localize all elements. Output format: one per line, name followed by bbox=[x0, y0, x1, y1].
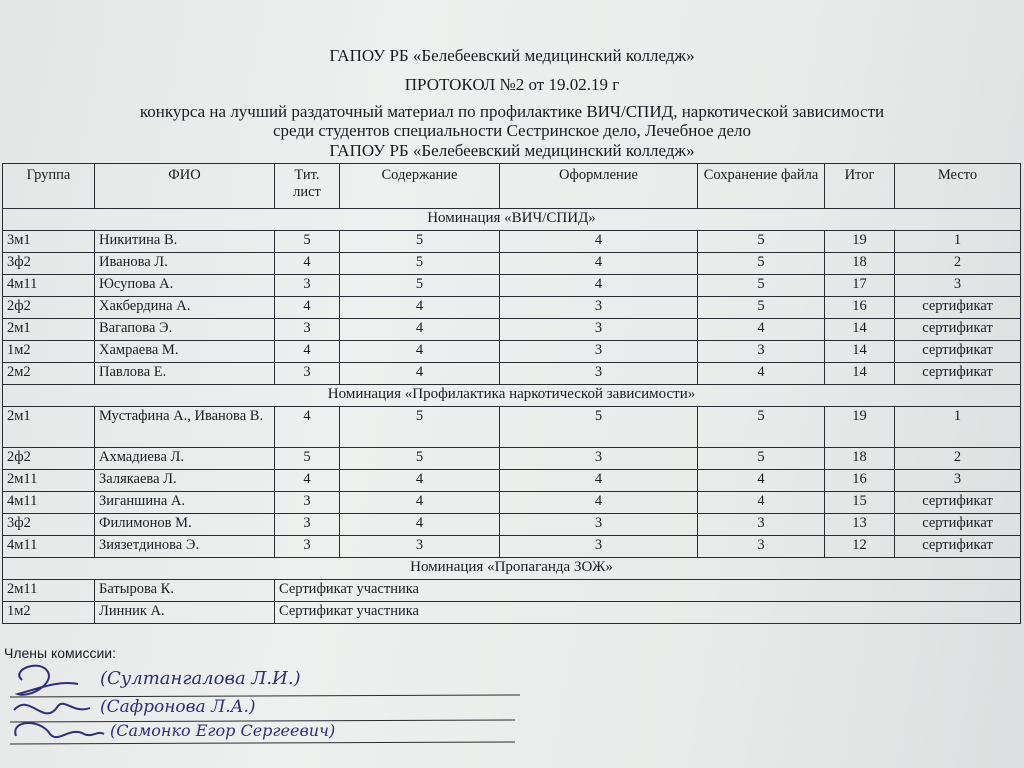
cell-place: сертификат bbox=[895, 363, 1021, 385]
cell-name: Зиязетдинова Э. bbox=[95, 536, 275, 558]
cell-title-page: 3 bbox=[275, 536, 340, 558]
cell-design: 4 bbox=[500, 470, 698, 492]
table-row bbox=[3, 536, 1021, 558]
table-row bbox=[3, 231, 1021, 253]
cell-content: 5 bbox=[340, 253, 500, 275]
table-row bbox=[3, 297, 1021, 319]
col-header-name: ФИО bbox=[95, 164, 275, 209]
table-row bbox=[3, 407, 1021, 448]
results-table bbox=[2, 163, 1021, 624]
cell-title-page: 5 bbox=[275, 448, 340, 470]
cell-total: 18 bbox=[825, 253, 895, 275]
table-row bbox=[3, 253, 1021, 275]
cell-name: Линник А. bbox=[95, 602, 275, 624]
cell-content: 4 bbox=[340, 297, 500, 319]
cell-design: 3 bbox=[500, 363, 698, 385]
cell-name: Хамраева М. bbox=[95, 341, 275, 363]
cell-place: сертификат bbox=[895, 514, 1021, 536]
signature-2 bbox=[10, 697, 515, 722]
cell-title-page: 4 bbox=[275, 407, 340, 448]
cell-file-saving: 5 bbox=[698, 407, 825, 448]
cell-title-page: 4 bbox=[275, 253, 340, 275]
cell-title-page: 4 bbox=[275, 341, 340, 363]
cell-group: 4м11 bbox=[3, 492, 95, 514]
cell-design: 4 bbox=[500, 492, 698, 514]
cell-total: 12 bbox=[825, 536, 895, 558]
col-header-place: Место bbox=[895, 164, 1021, 209]
cell-name: Зиганшина А. bbox=[95, 492, 275, 514]
cell-group: 3ф2 bbox=[3, 253, 95, 275]
signature-1-name: (Султангалова Л.И.) bbox=[100, 668, 301, 689]
contest-description: конкурса на лучший раздаточный материал по профилактике ВИЧ/СПИД, наркотической зависимости bbox=[139, 102, 885, 121]
cell-note: Сертификат участника bbox=[275, 580, 1021, 602]
nomination-row bbox=[3, 209, 1021, 231]
cell-design: 4 bbox=[500, 253, 698, 275]
cell-design: 4 bbox=[500, 275, 698, 297]
cell-content: 4 bbox=[340, 341, 500, 363]
col-header-design: Оформление bbox=[500, 164, 698, 209]
table-header-row bbox=[3, 164, 1021, 209]
cell-content: 5 bbox=[340, 448, 500, 470]
cell-file-saving: 5 bbox=[698, 231, 825, 253]
signature-1 bbox=[10, 666, 520, 697]
cell-content: 4 bbox=[340, 363, 500, 385]
cell-place: сертификат bbox=[895, 319, 1021, 341]
cell-title-page: 4 bbox=[275, 297, 340, 319]
cell-content: 3 bbox=[340, 536, 500, 558]
protocol-title: ПРОТОКОЛ №2 от 19.02.19 г bbox=[404, 75, 620, 94]
cell-total: 16 bbox=[825, 297, 895, 319]
cell-title-page: 3 bbox=[275, 275, 340, 297]
table-row bbox=[3, 363, 1021, 385]
col-header-title-page: Тит. лист bbox=[275, 164, 340, 209]
cell-group: 2м11 bbox=[3, 470, 95, 492]
cell-design: 5 bbox=[500, 407, 698, 448]
cell-title-page: 5 bbox=[275, 231, 340, 253]
cell-place: 1 bbox=[895, 407, 1021, 448]
cell-group: 2м1 bbox=[3, 407, 95, 448]
table-row bbox=[3, 319, 1021, 341]
table-row bbox=[3, 492, 1021, 514]
cell-title-page: 3 bbox=[275, 492, 340, 514]
cell-file-saving: 4 bbox=[698, 319, 825, 341]
cell-design: 3 bbox=[500, 319, 698, 341]
col-header-content: Содержание bbox=[340, 164, 500, 209]
cell-file-saving: 5 bbox=[698, 275, 825, 297]
cell-design: 3 bbox=[500, 448, 698, 470]
cell-group: 1м2 bbox=[3, 602, 95, 624]
cell-total: 19 bbox=[825, 407, 895, 448]
cell-title-page: 4 bbox=[275, 470, 340, 492]
org-subtitle: ГАПОУ РБ «Белебеевский медицинский колледж» bbox=[329, 141, 695, 160]
nomination-title: Номинация «ВИЧ/СПИД» bbox=[3, 209, 1021, 231]
cell-place: сертификат bbox=[895, 297, 1021, 319]
table-row bbox=[3, 580, 1021, 602]
contest-specialties: среди студентов специальности Сестринское дело, Лечебное дело bbox=[272, 121, 752, 140]
cell-total: 18 bbox=[825, 448, 895, 470]
cell-group: 2м2 bbox=[3, 363, 95, 385]
signature-2-name: (Сафронова Л.А.) bbox=[100, 697, 256, 717]
cell-place: 1 bbox=[895, 231, 1021, 253]
nomination-title: Номинация «Пропаганда ЗОЖ» bbox=[3, 558, 1021, 580]
cell-name: Юсупова А. bbox=[95, 275, 275, 297]
cell-total: 14 bbox=[825, 319, 895, 341]
table-row bbox=[3, 470, 1021, 492]
col-header-group: Группа bbox=[3, 164, 95, 209]
col-header-total: Итог bbox=[825, 164, 895, 209]
cell-group: 2ф2 bbox=[3, 448, 95, 470]
cell-place: 2 bbox=[895, 253, 1021, 275]
signature-3 bbox=[10, 721, 515, 744]
cell-name: Вагапова Э. bbox=[95, 319, 275, 341]
cell-content: 4 bbox=[340, 470, 500, 492]
cell-group: 2м11 bbox=[3, 580, 95, 602]
cell-file-saving: 4 bbox=[698, 363, 825, 385]
cell-total: 13 bbox=[825, 514, 895, 536]
cell-content: 4 bbox=[340, 492, 500, 514]
cell-group: 4м11 bbox=[3, 536, 95, 558]
signature-3-name: (Самонко Егор Сергеевич) bbox=[110, 721, 336, 740]
cell-name: Павлова Е. bbox=[95, 363, 275, 385]
cell-name: Филимонов М. bbox=[95, 514, 275, 536]
cell-group: 2м1 bbox=[3, 319, 95, 341]
table-row bbox=[3, 448, 1021, 470]
cell-total: 15 bbox=[825, 492, 895, 514]
cell-total: 14 bbox=[825, 341, 895, 363]
cell-content: 4 bbox=[340, 319, 500, 341]
cell-file-saving: 4 bbox=[698, 492, 825, 514]
cell-name: Хакбердина А. bbox=[95, 297, 275, 319]
cell-design: 3 bbox=[500, 341, 698, 363]
table-row bbox=[3, 602, 1021, 624]
cell-title-page: 3 bbox=[275, 514, 340, 536]
cell-place: 3 bbox=[895, 470, 1021, 492]
cell-file-saving: 3 bbox=[698, 514, 825, 536]
cell-group: 2ф2 bbox=[3, 297, 95, 319]
nomination-row bbox=[3, 385, 1021, 407]
cell-file-saving: 3 bbox=[698, 341, 825, 363]
cell-group: 3м1 bbox=[3, 231, 95, 253]
cell-group: 4м11 bbox=[3, 275, 95, 297]
cell-total: 16 bbox=[825, 470, 895, 492]
cell-design: 4 bbox=[500, 231, 698, 253]
cell-total: 17 bbox=[825, 275, 895, 297]
cell-design: 3 bbox=[500, 297, 698, 319]
cell-name: Мустафина А., Иванова В. bbox=[95, 407, 275, 448]
cell-content: 5 bbox=[340, 275, 500, 297]
nomination-title: Номинация «Профилактика наркотической зависимости» bbox=[3, 385, 1021, 407]
cell-design: 3 bbox=[500, 514, 698, 536]
cell-place: 3 bbox=[895, 275, 1021, 297]
cell-total: 14 bbox=[825, 363, 895, 385]
cell-note: Сертификат участника bbox=[275, 602, 1021, 624]
cell-content: 5 bbox=[340, 407, 500, 448]
cell-name: Иванова Л. bbox=[95, 253, 275, 275]
cell-name: Ахмадиева Л. bbox=[95, 448, 275, 470]
cell-total: 19 bbox=[825, 231, 895, 253]
cell-content: 5 bbox=[340, 231, 500, 253]
table-row bbox=[3, 514, 1021, 536]
org-title: ГАПОУ РБ «Белебеевский медицинский колледж» bbox=[329, 46, 695, 65]
cell-name: Никитина В. bbox=[95, 231, 275, 253]
cell-group: 3ф2 bbox=[3, 514, 95, 536]
cell-file-saving: 3 bbox=[698, 536, 825, 558]
table-row bbox=[3, 341, 1021, 363]
cell-name: Залякаева Л. bbox=[95, 470, 275, 492]
cell-file-saving: 4 bbox=[698, 470, 825, 492]
col-header-file-saving: Сохранение файла bbox=[698, 164, 825, 209]
cell-design: 3 bbox=[500, 536, 698, 558]
cell-place: 2 bbox=[895, 448, 1021, 470]
table-row bbox=[3, 275, 1021, 297]
signatures-block bbox=[0, 640, 560, 760]
cell-file-saving: 5 bbox=[698, 253, 825, 275]
cell-place: сертификат bbox=[895, 341, 1021, 363]
cell-title-page: 3 bbox=[275, 319, 340, 341]
cell-title-page: 3 bbox=[275, 363, 340, 385]
nomination-row bbox=[3, 558, 1021, 580]
commission-members-label: Члены комиссии: bbox=[4, 645, 117, 661]
cell-group: 1м2 bbox=[3, 341, 95, 363]
cell-place: сертификат bbox=[895, 492, 1021, 514]
cell-place: сертификат bbox=[895, 536, 1021, 558]
cell-content: 4 bbox=[340, 514, 500, 536]
cell-file-saving: 5 bbox=[698, 297, 825, 319]
cell-name: Батырова К. bbox=[95, 580, 275, 602]
cell-file-saving: 5 bbox=[698, 448, 825, 470]
